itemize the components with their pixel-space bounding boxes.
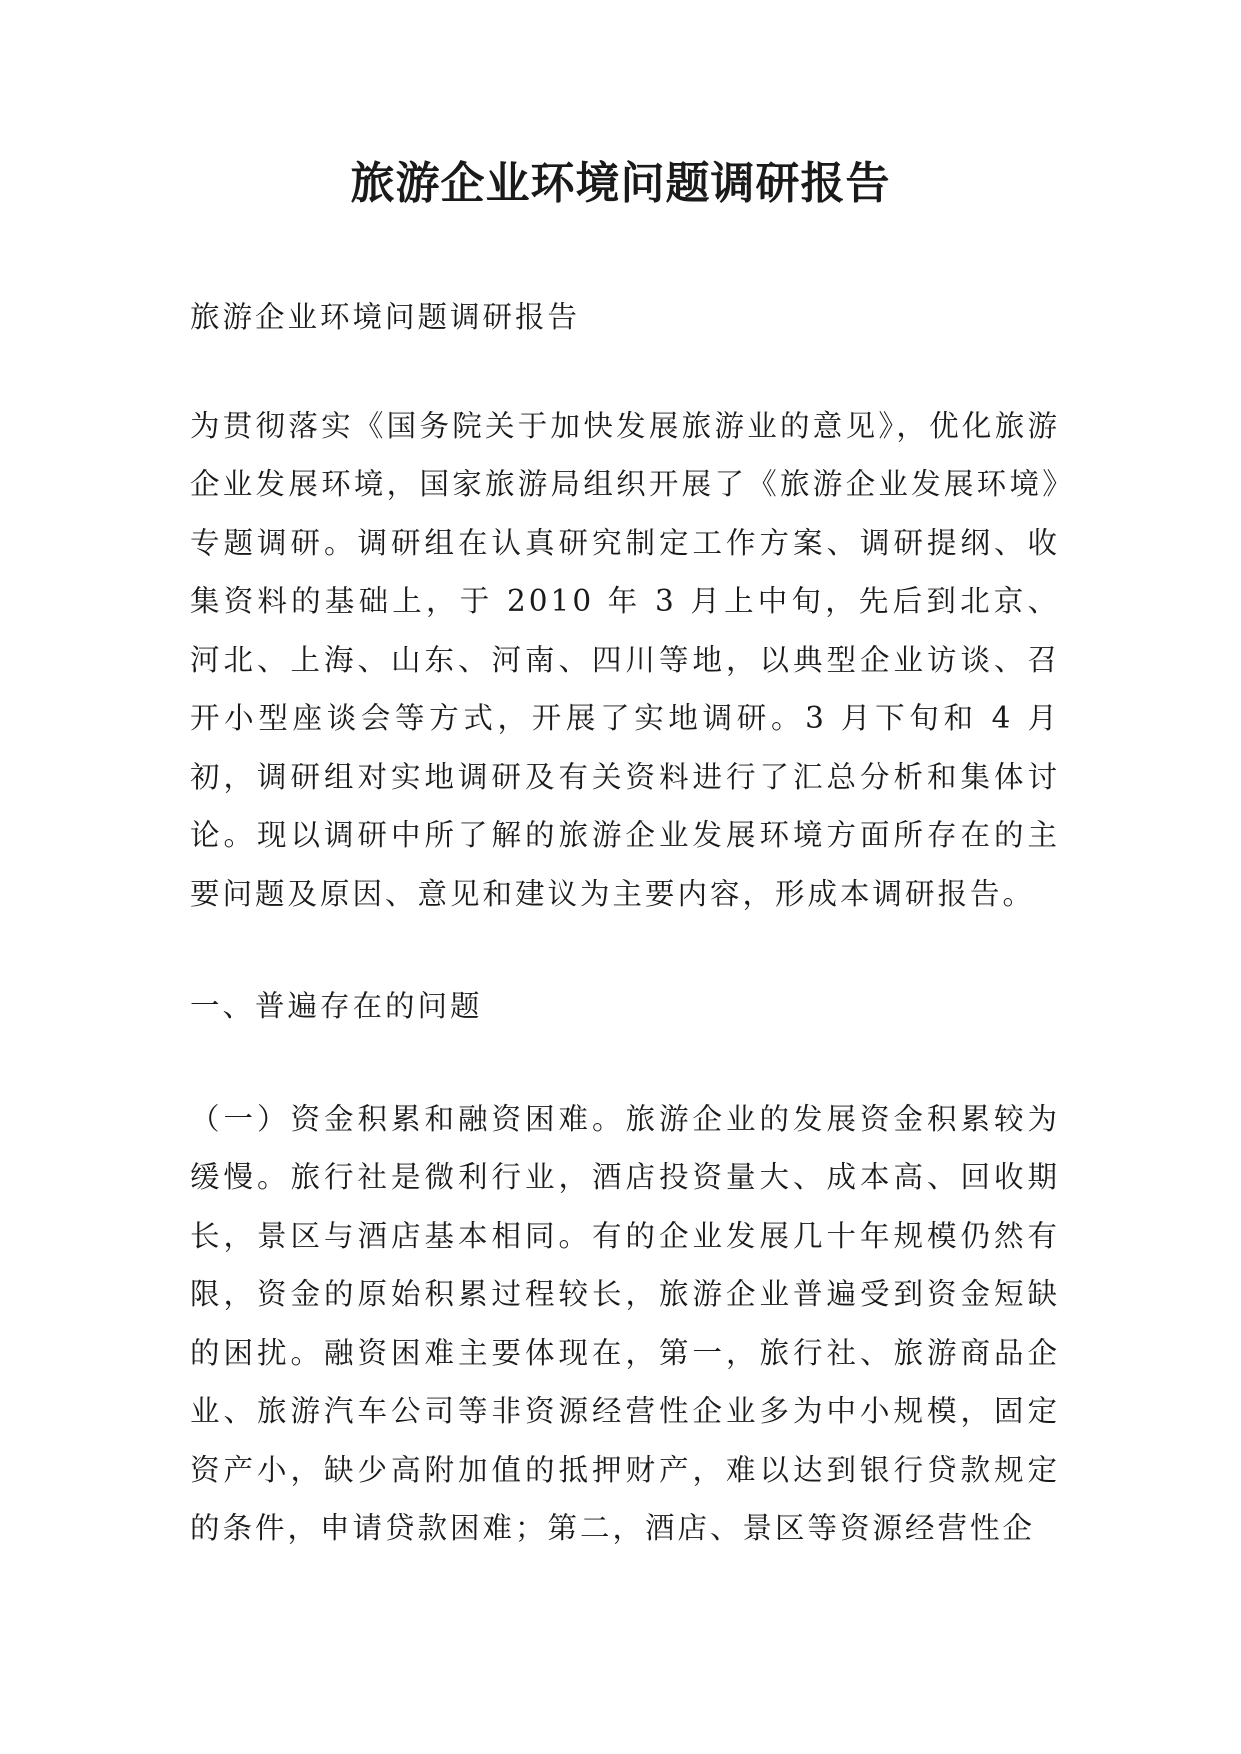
document-subtitle: 旅游企业环境问题调研报告 [190, 300, 581, 334]
intro-paragraph: 为贯彻落实《国务院关于加快发展旅游业的意见》，优化旅游企业发展环境，国家旅游局组织开展了《旅游企业发展环境》专题调研。调研组在认真研究制定工作方案、调研提纲、收集资料的基础上，于 2010 年 3 月上中旬，先后到北京、河北、上海、山东、河南、四川等地，以典型企业访谈、召开小型座谈会等方式，开展了实地调研。3 月下旬和 4 月初，调研组对实地调研及有关资料进行了汇总分析和集体讨论。现以调研中所了解的旅游企业发展环境方面所存在的主要问题及原因、意见和建议为主要内容，形成本调研报告。 [190, 408, 1060, 911]
document-title: 旅游企业环境问题调研报告 [350, 158, 891, 209]
body-paragraph: （一）资金积累和融资困难。旅游企业的发展资金积累较为缓慢。旅行社是微利行业，酒店投资量大、成本高、回收期长，景区与酒店基本相同。有的企业发展几十年规模仍然有限，资金的原始积累过程较长，旅游企业普遍受到资金短缺的困扰。融资困难主要体现在，第一，旅行社、旅游商品企业、旅游汽车公司等非资源经营性企业多为中小规模，固定资产小，缺少高附加值的抵押财产，难以达到银行贷款规定的条件，申请贷款困难；第二，酒店、景区等资源经营性企 [190, 1101, 1060, 1545]
section-heading: 一、普遍存在的问题 [190, 989, 483, 1023]
document-body [190, 288, 1060, 1558]
